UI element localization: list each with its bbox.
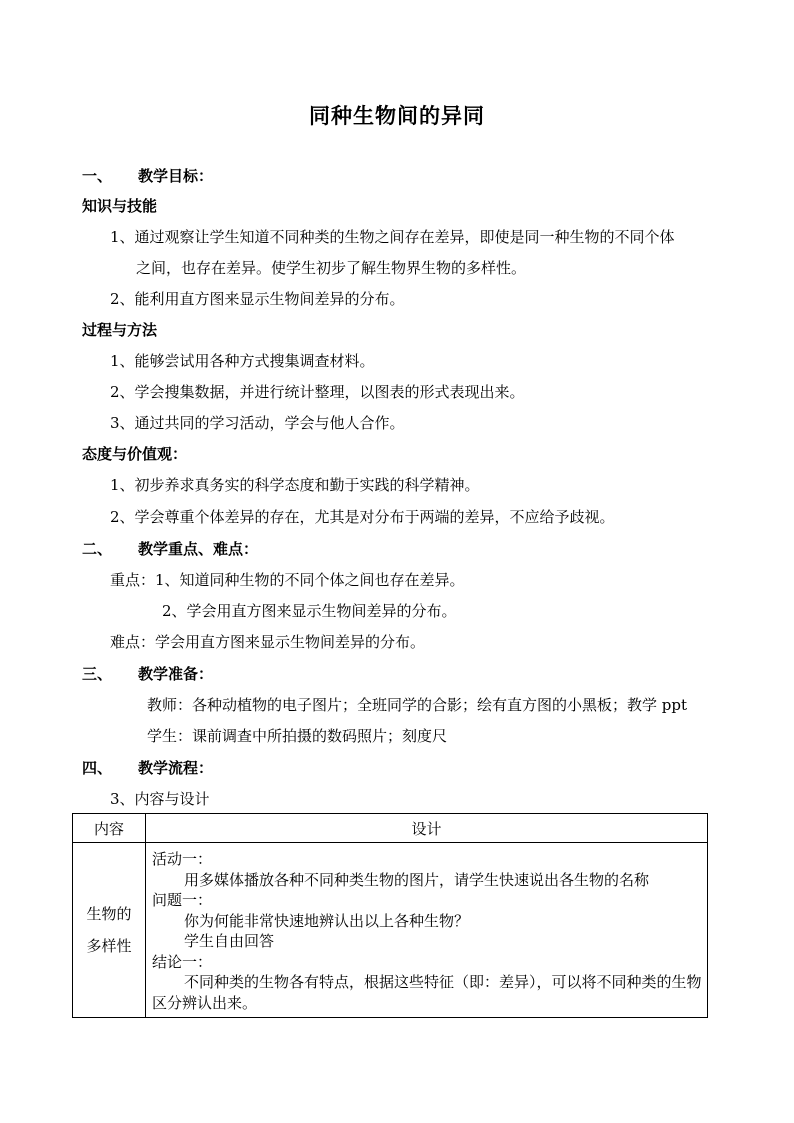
answer-text: 学生自由回答 xyxy=(184,932,275,950)
content-design-table xyxy=(72,813,708,1018)
section-3-title: 教学准备： xyxy=(138,665,214,683)
attitude-item-2: 2、学会尊重个体差异的存在，尤其是对分布于两端的差异，不应给予歧视。 xyxy=(110,508,615,526)
section-2-heading xyxy=(82,539,258,559)
conclusion-text: 不同种类的生物各有特点，根据这些特征（即：差异），可以将不同种类的生物区分辨认出来。 xyxy=(152,973,702,1012)
key-point-line-2: 2、学会用直方图来显示生物间差异的分布。 xyxy=(162,602,457,620)
category-line-1: 生物的 xyxy=(86,905,132,923)
process-item-3: 3、通过共同的学习活动，学会与他人合作。 xyxy=(110,414,405,432)
section-4-subheading: 3、内容与设计 xyxy=(110,790,210,808)
knowledge-item-2: 2、能利用直方图来显示生物间差异的分布。 xyxy=(110,290,405,308)
process-item-1: 1、能够尝试用各种方式搜集调查材料。 xyxy=(110,352,375,370)
teacher-preparation: 教师：各种动植物的电子图片；全班同学的合影；绘有直方图的小黑板；教学 ppt xyxy=(147,696,688,714)
page-title: 同种生物间的异同 xyxy=(309,103,485,128)
process-item-2: 2、学会搜集数据，并进行统计整理，以图表的形式表现出来。 xyxy=(110,383,525,401)
key-point-line-1: 重点：1、知道同种生物的不同个体之间也存在差异。 xyxy=(110,571,465,589)
attitude-item-1: 1、初步养求真务实的科学态度和勤于实践的科学精神。 xyxy=(110,476,480,494)
attitude-heading: 态度与价值观： xyxy=(82,445,188,463)
header-design: 设计 xyxy=(146,814,708,843)
section-2-number: 二、 xyxy=(82,540,113,558)
knowledge-item-1-line-2: 之间，也存在差异。使学生初步了解生物界生物的多样性。 xyxy=(136,259,527,277)
question-label: 问题一： xyxy=(152,891,213,909)
category-cell xyxy=(73,843,146,1018)
activity-text: 用多媒体播放各种不同种类生物的图片，请学生快速说出各生物的名称 xyxy=(184,870,650,889)
section-3-heading xyxy=(82,664,213,684)
design-cell xyxy=(146,843,708,1018)
activity-label: 活动一： xyxy=(152,850,213,868)
section-2-title: 教学重点、难点： xyxy=(138,540,259,558)
section-1-number: 一、 xyxy=(82,167,113,185)
header-content: 内容 xyxy=(73,814,146,843)
student-preparation: 学生：课前调查中所拍摄的数码照片；刻度尺 xyxy=(147,727,448,745)
section-1-title: 教学目标： xyxy=(138,167,214,185)
difficulty-point: 难点：学会用直方图来显示生物间差异的分布。 xyxy=(110,633,426,651)
question-text: 你为何能非常快速地辨认出以上各种生物？ xyxy=(184,911,470,930)
section-4-heading xyxy=(82,758,213,778)
category-line-2: 多样性 xyxy=(86,937,132,955)
table-row xyxy=(73,843,708,1018)
process-heading: 过程与方法 xyxy=(82,321,158,339)
section-1-heading xyxy=(82,166,213,186)
knowledge-item-1-line-1: 1、通过观察让学生知道不同种类的生物之间存在差异，即使是同一种生物的不同个体 xyxy=(110,228,675,246)
knowledge-heading: 知识与技能 xyxy=(82,197,158,215)
table-header-row xyxy=(73,814,708,843)
conclusion-label: 结论一： xyxy=(152,952,213,971)
section-4-title: 教学流程： xyxy=(138,759,214,777)
section-4-number: 四、 xyxy=(82,759,113,777)
section-3-number: 三、 xyxy=(82,665,113,683)
